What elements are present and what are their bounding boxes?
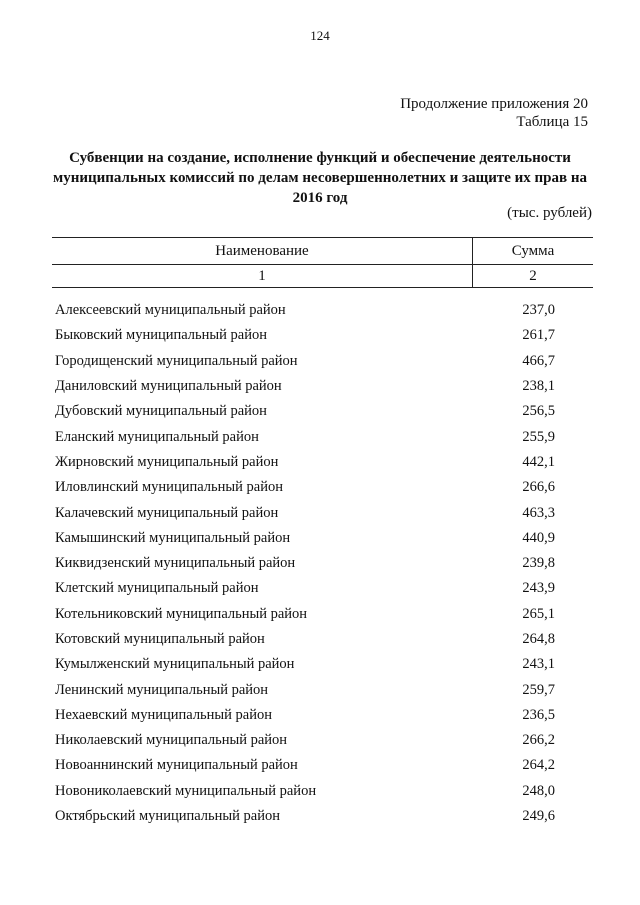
district-name: Нехаевский муниципальный район	[55, 706, 273, 723]
document-title: Субвенции на создание, исполнение функций и обеспечение деятельности муниципальных комиссий по делам несовершеннолетних и защите их прав на 2016 год	[52, 150, 588, 206]
district-sum: 463,3	[522, 504, 555, 521]
table-row	[55, 703, 555, 728]
table-row	[55, 349, 555, 374]
table-row	[55, 602, 555, 627]
column-header-sum: Сумма	[511, 242, 555, 259]
column-number-name: 1	[52, 265, 473, 287]
district-sum: 248,0	[522, 782, 555, 799]
district-name: Клетский муниципальный район	[55, 580, 259, 597]
district-sum: 243,9	[522, 580, 555, 597]
table-row	[55, 374, 555, 399]
district-sum: 266,6	[522, 479, 555, 496]
district-name: Калачевский муниципальный район	[55, 504, 279, 521]
table-row	[55, 323, 555, 348]
district-name: Котельниковский муниципальный район	[55, 605, 308, 622]
district-sum: 238,1	[522, 378, 555, 395]
table-row	[55, 424, 555, 449]
district-sum: 237,0	[522, 302, 555, 319]
district-sum: 249,6	[522, 808, 555, 825]
district-name: Киквидзенский муниципальный район	[55, 555, 296, 572]
district-sum: 265,1	[522, 605, 555, 622]
column-header-name: Наименование	[52, 238, 473, 264]
table-row	[55, 627, 555, 652]
district-sum: 442,1	[522, 453, 555, 470]
table-row	[55, 779, 555, 804]
appendix-header	[400, 95, 588, 131]
district-sum: 261,7	[522, 327, 555, 344]
district-name: Новониколаевский муниципальный район	[55, 782, 317, 799]
table-row	[55, 399, 555, 424]
district-sum: 256,5	[522, 403, 555, 420]
table-row	[55, 677, 555, 702]
table-header	[52, 237, 593, 288]
district-sum: 239,8	[522, 555, 555, 572]
district-name: Еланский муниципальный район	[55, 428, 259, 445]
table-row	[55, 450, 555, 475]
table-row	[55, 475, 555, 500]
district-name: Николаевский муниципальный район	[55, 732, 288, 749]
appendix-label: Продолжение приложения 20	[400, 96, 588, 112]
district-name: Даниловский муниципальный район	[55, 378, 282, 395]
district-name: Жирновский муниципальный район	[55, 453, 279, 470]
table-row	[55, 526, 555, 551]
district-name: Быковский муниципальный район	[55, 327, 267, 344]
district-name: Кумылженский муниципальный район	[55, 656, 295, 673]
district-name: Камышинский муниципальный район	[55, 529, 291, 546]
district-name: Октябрьский муниципальный район	[55, 808, 280, 825]
table-row	[55, 298, 555, 323]
header-row	[52, 237, 593, 265]
units-label: (тыс. рублей)	[507, 205, 592, 221]
district-sum: 264,8	[522, 631, 555, 647]
district-name: Дубовский муниципальный район	[55, 403, 267, 420]
header-number-row	[52, 265, 593, 288]
table-row	[55, 576, 555, 601]
table-label: Таблица 15	[516, 114, 588, 130]
table-row	[55, 652, 555, 677]
table-row	[55, 500, 555, 525]
district-sum: 266,2	[522, 732, 555, 749]
table-body	[55, 298, 555, 829]
district-sum: 236,5	[522, 706, 555, 723]
page-number: 124	[310, 28, 330, 43]
table-row	[55, 753, 555, 778]
column-number-sum: 2	[529, 267, 537, 284]
district-name: Котовский муниципальный район	[55, 631, 265, 647]
district-name: Ленинский муниципальный район	[55, 681, 269, 698]
district-name: Иловлинский муниципальный район	[55, 479, 283, 496]
district-sum: 264,2	[522, 757, 555, 774]
district-name: Городищенский муниципальный район	[55, 352, 298, 369]
district-sum: 243,1	[522, 656, 555, 673]
district-sum: 255,9	[522, 428, 555, 445]
district-name: Алексеевский муниципальный район	[55, 302, 286, 319]
table-row	[55, 551, 555, 576]
table-row	[55, 804, 555, 829]
district-sum: 259,7	[522, 681, 555, 698]
district-sum: 466,7	[522, 352, 555, 369]
district-sum: 440,9	[522, 529, 555, 546]
district-name: Новоаннинский муниципальный район	[55, 757, 298, 774]
table-row	[55, 728, 555, 753]
